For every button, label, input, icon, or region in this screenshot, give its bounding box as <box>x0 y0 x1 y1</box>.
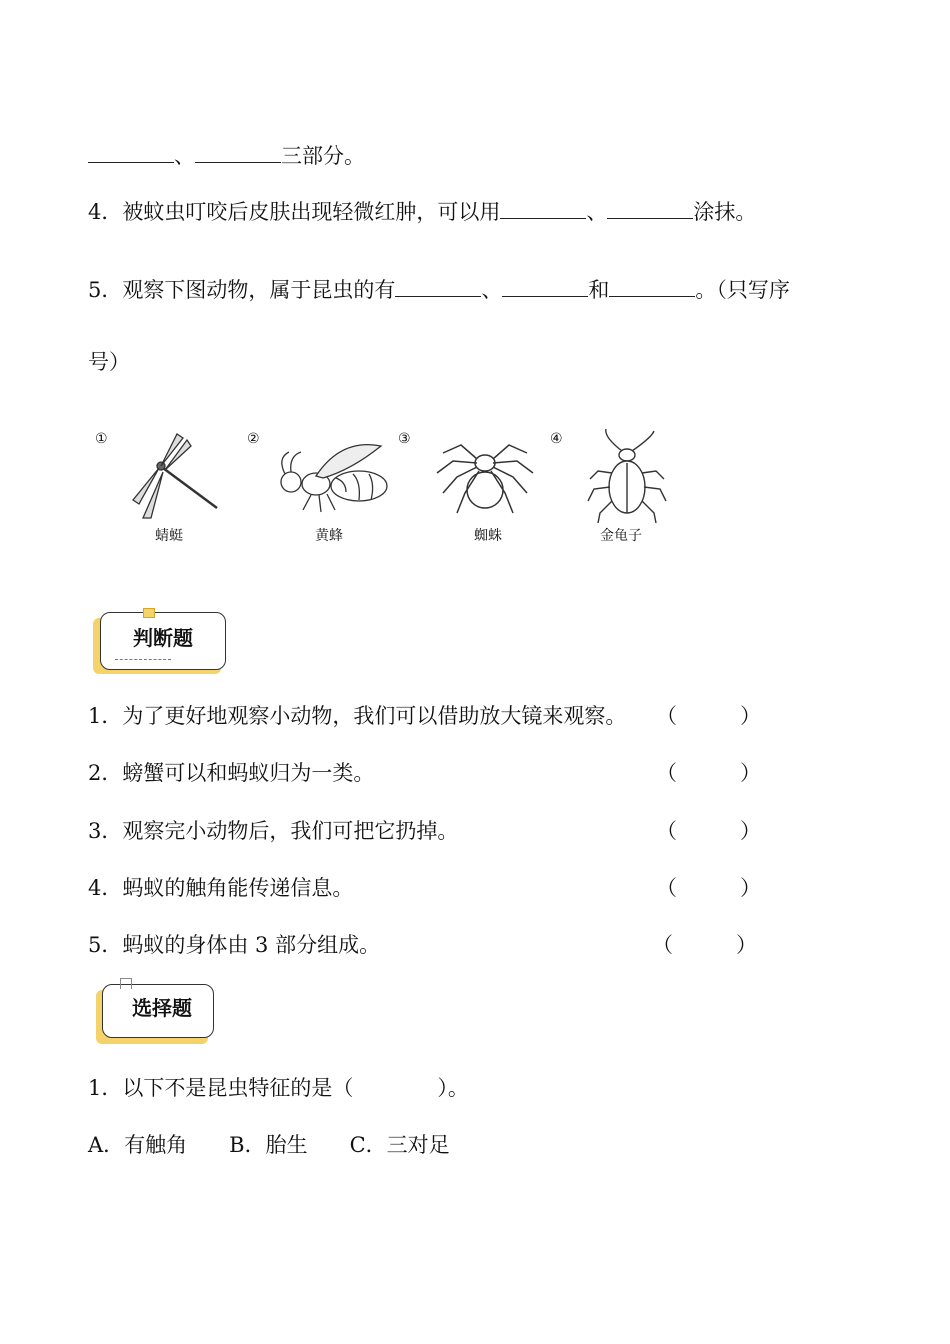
paper-clip-icon <box>120 978 132 989</box>
fill-line-3: 、 三部分。 <box>88 140 365 170</box>
beetle-icon <box>582 427 672 525</box>
answer-blank[interactable] <box>502 274 588 297</box>
figure-item-beetle: ④ 金龟子 <box>550 425 700 555</box>
figure-item-spider: ③ 蜘蛛 <box>398 425 548 555</box>
judge-item-4: 4．蚂蚁的触角能传递信息。 <box>88 876 354 900</box>
choice-question-1: 1．以下不是昆虫特征的是（ ）。 <box>88 1076 469 1100</box>
answer-blank[interactable] <box>195 140 281 163</box>
paper-clip-icon <box>143 608 155 618</box>
answer-paren[interactable]: （ ） <box>652 933 757 957</box>
judge-item-5: 5．蚂蚁的身体由 3 部分组成。 <box>88 933 381 957</box>
answer-blank[interactable] <box>607 196 693 219</box>
answer-paren[interactable]: （ ） <box>656 819 761 843</box>
section-title-judge: 判断题 <box>133 626 193 650</box>
figure-item-wasp: ② 黄蜂 <box>247 425 397 555</box>
answer-paren[interactable]: （ ） <box>656 761 761 785</box>
judge-item-3: 3．观察完小动物后，我们可把它扔掉。 <box>88 819 459 843</box>
section-title-choice: 选择题 <box>132 996 192 1020</box>
fill-question-5: 5．观察下图动物，属于昆虫的有 、 和 。（只写序 <box>88 274 790 304</box>
judge-item-2: 2．螃蟹可以和蚂蚁归为一类。 <box>88 761 375 785</box>
animal-figure <box>95 425 695 555</box>
choice-options-1[interactable]: A．有触角 B．胎生 C．三对足 <box>88 1133 450 1157</box>
answer-blank[interactable] <box>500 196 586 219</box>
section-badge-choice <box>96 982 221 1044</box>
fill-question-5-cont: 号） <box>88 350 130 374</box>
fill-question-4: 4．被蚊虫叮咬后皮肤出现轻微红肿，可以用 、 涂抹。 <box>88 196 756 226</box>
answer-paren[interactable]: （ ） <box>656 704 761 728</box>
answer-paren[interactable]: （ ） <box>656 876 761 900</box>
spider-icon <box>433 435 538 520</box>
judge-item-1: 1．为了更好地观察小动物，我们可以借助放大镜来观察。 <box>88 704 627 728</box>
answer-blank[interactable] <box>609 274 695 297</box>
section-badge-judge <box>93 610 233 675</box>
wasp-icon <box>271 440 396 515</box>
figure-item-dragonfly: ① 蜻蜓 <box>95 425 245 555</box>
dragonfly-icon <box>125 430 225 525</box>
answer-blank[interactable] <box>88 140 174 163</box>
answer-blank[interactable] <box>395 274 481 297</box>
